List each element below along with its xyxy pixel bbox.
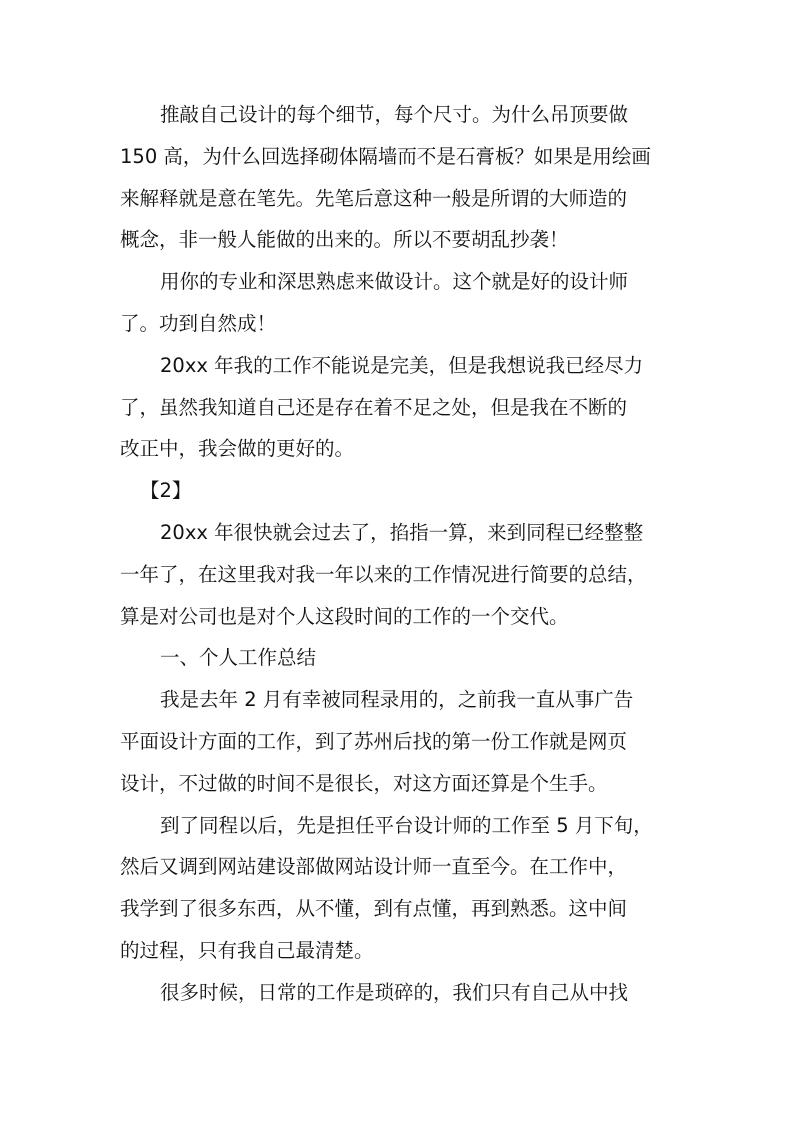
paragraph-line: 我学到了很多东西，从不懂，到有点懂，再到熟悉。这中间: [120, 897, 628, 921]
paragraph-line: 我是去年 2 月有幸被同程录用的，之前我一直从事广告: [160, 688, 634, 712]
document-body: [120, 94, 674, 1014]
paragraph-line: 很多时候，日常的工作是琐碎的，我们只有自己从中找: [160, 980, 629, 1004]
paragraph-line: 了，虽然我知道自己还是存在着不足之处，但是我在不断的: [120, 395, 628, 419]
paragraph-line: 了。功到自然成！: [120, 311, 277, 335]
paragraph-line: 一年了，在这里我对我一年以来的工作情况进行简要的总结，: [120, 562, 647, 586]
paragraph-line: 用你的专业和深思熟虑来做设计。这个就是好的设计师: [160, 270, 629, 294]
paragraph-line: 改正中，我会做的更好的。: [120, 437, 355, 461]
paragraph-line: 然后又调到网站建设部做网站设计师一直至今。在工作中，: [120, 855, 628, 879]
paragraph-line: 算是对公司也是对个人这段时间的工作的一个交代。: [120, 604, 569, 628]
paragraph-line: 到了同程以后，先是担任平台设计师的工作至 5 月下旬，: [160, 813, 653, 837]
section-heading: 一、个人工作总结: [160, 646, 317, 670]
paragraph-line: 20xx 年很快就会过去了，掐指一算，来到同程已经整整: [160, 520, 644, 544]
paragraph-line: 推敲自己设计的每个细节，每个尺寸。为什么吊顶要做: [160, 103, 629, 126]
paragraph-line: 来解释就是意在笔先。先笔后意这种一般是所谓的大师造的: [120, 186, 628, 210]
paragraph-line: 概念，非一般人能做的出来的。所以不要胡乱抄袭！: [120, 228, 569, 252]
paragraph-line: 的过程，只有我自己最清楚。: [120, 938, 374, 962]
paragraph-line: 20xx 年我的工作不能说是完美，但是我想说我已经尽力: [160, 353, 644, 377]
section-marker: 【2】: [140, 479, 192, 503]
paragraph-line: 平面设计方面的工作，到了苏州后找的第一份工作就是网页: [120, 729, 628, 753]
paragraph-line: 设计，不过做的时间不是很长，对这方面还算是个生手。: [120, 771, 608, 795]
paragraph-line: 150 高，为什么回选择砌体隔墙而不是石膏板？如果是用绘画: [120, 144, 651, 168]
